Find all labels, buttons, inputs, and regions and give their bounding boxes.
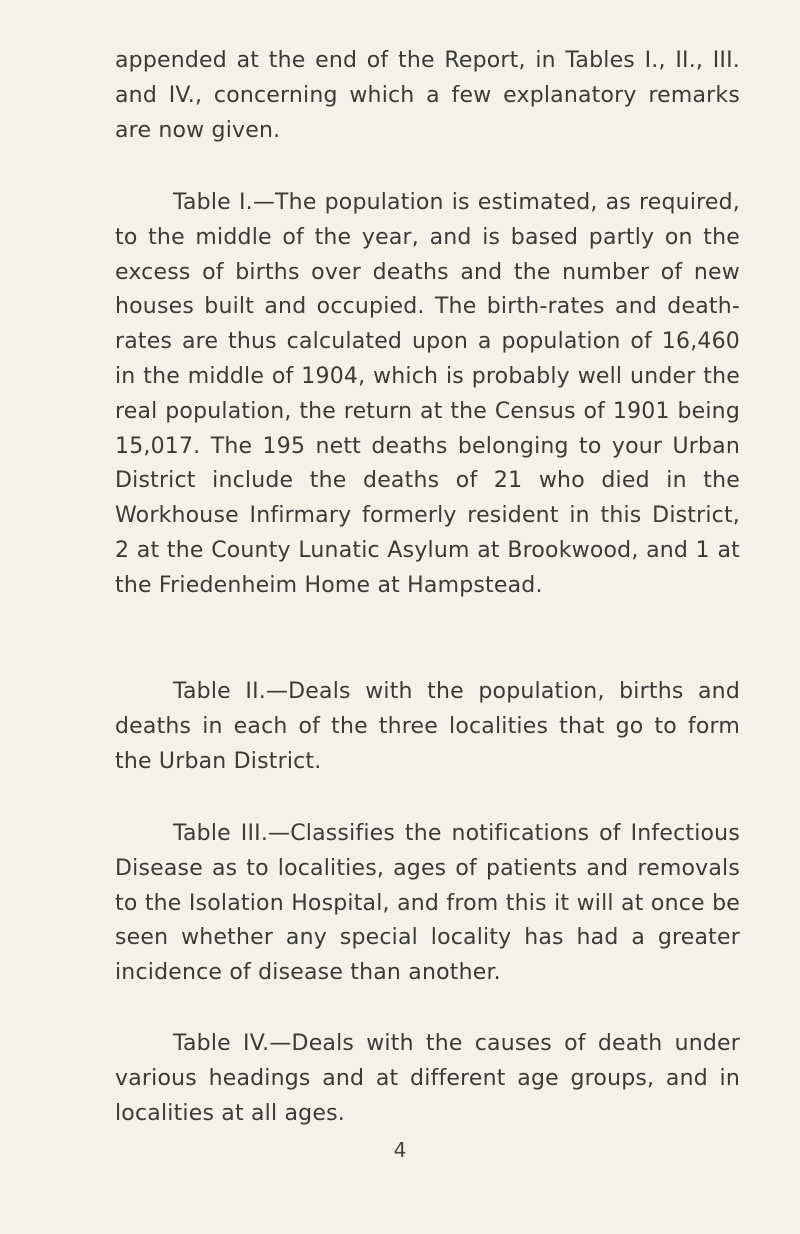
page-number: 4 <box>393 1138 407 1162</box>
paragraph-table-iv <box>115 1027 740 1131</box>
paragraph-text: appended at the end of the Report, in Tables I., II., III. and IV., concerning which a few explanatory remarks are now given. <box>115 48 740 143</box>
paragraph-table-i <box>115 186 740 604</box>
paragraph-text: Table I.—The population is estimated, as required, to the middle of the year, and is based partly on the excess of births over deaths and the number of new houses built and occupied. The birth-rates and death-rates are thus calculated upon a population of 16,460 in the middle of 1904, which is probably well under the real population, the return at the Census of 1901 being 15,017. The 195 nett deaths belonging to your Urban District include the deaths of 21 who died in the Workhouse Infirmary formerly resident in this District, 2 at the County Lunatic Asylum at Brookwood, and 1 at the Friedenheim Home at Hampstead. <box>115 190 740 598</box>
paragraph-continuation <box>115 44 740 148</box>
paragraph-text: Table III.—Classifies the notifications of Infectious Disease as to localities, ages of patients and removals to the Isolation Hospital, and from this it will at once be seen whether any special locality has had a greater incidence of disease than another. <box>115 821 740 986</box>
paragraph-text: Table IV.—Deals with the causes of death under various headings and at different age groups, and in localities at all ages. <box>115 1031 740 1126</box>
paragraph-text: Table II.—Deals with the population, births and deaths in each of the three localities that go to form the Urban District. <box>115 679 740 774</box>
paragraph-table-iii <box>115 817 740 991</box>
paragraph-table-ii <box>115 675 740 779</box>
